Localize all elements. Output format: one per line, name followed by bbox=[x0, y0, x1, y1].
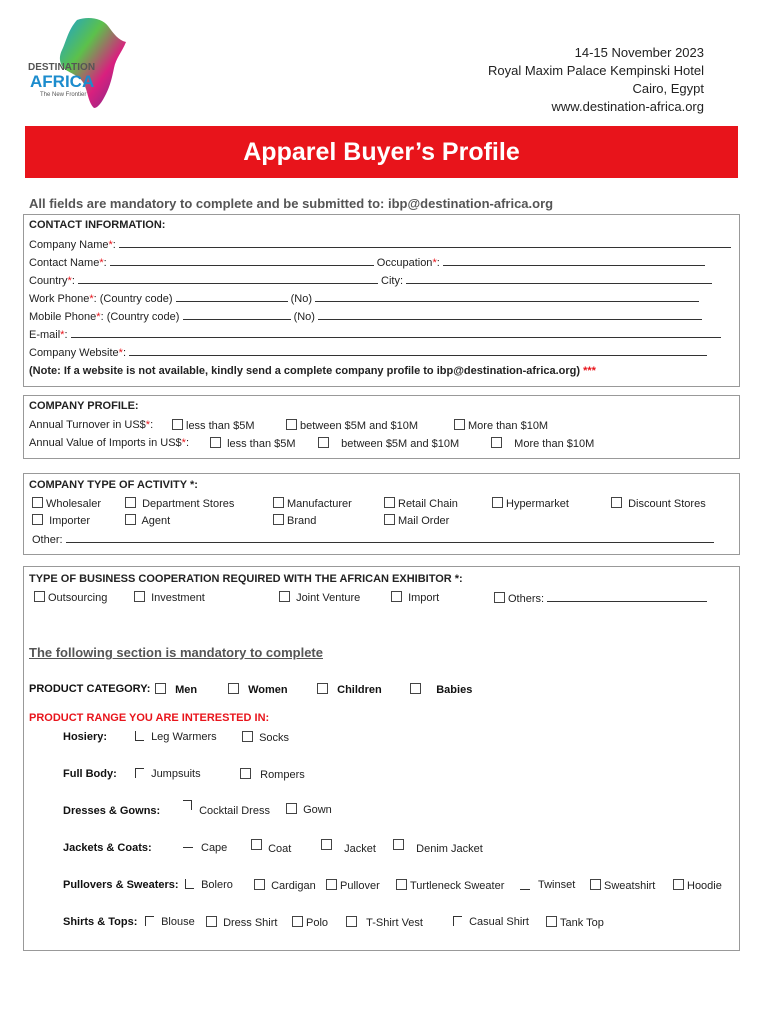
activity-hypermarket[interactable]: Hypermarket bbox=[492, 497, 569, 510]
mobile-phone-row: Mobile Phone*: (Country code) (No) bbox=[29, 309, 702, 323]
turnover-5m-10m[interactable]: between $5M and $10M bbox=[286, 419, 418, 432]
checkbox-icon[interactable] bbox=[520, 889, 530, 890]
website-note: (Note: If a website is not available, kindly send a complete company profile to ibp@destination-africa.org) *** bbox=[29, 365, 596, 377]
checkbox-icon[interactable] bbox=[34, 591, 45, 602]
pullovers-cardigan[interactable]: Cardigan bbox=[254, 879, 316, 892]
email-field[interactable] bbox=[71, 327, 721, 338]
full-body-jumpsuits[interactable]: Jumpsuits bbox=[135, 768, 201, 780]
category-men[interactable]: Men bbox=[155, 683, 197, 696]
coop-investment[interactable]: Investment bbox=[134, 591, 205, 604]
checkbox-icon[interactable] bbox=[494, 592, 505, 603]
checkbox-icon[interactable] bbox=[317, 683, 328, 694]
checkbox-icon[interactable] bbox=[286, 419, 297, 430]
checkbox-icon[interactable] bbox=[254, 879, 265, 890]
pullovers-twinset[interactable]: Twinset bbox=[520, 879, 575, 891]
checkbox-icon[interactable] bbox=[172, 419, 183, 430]
contact-name-label: Contact Name bbox=[29, 257, 100, 269]
checkbox-icon[interactable] bbox=[391, 591, 402, 602]
shirts-polo[interactable]: Polo bbox=[292, 916, 328, 929]
checkbox-icon[interactable] bbox=[273, 514, 284, 525]
mobile-phone-number-field[interactable] bbox=[318, 309, 702, 320]
product-category-label: PRODUCT CATEGORY: bbox=[29, 683, 151, 695]
pullovers-bolero[interactable]: Bolero bbox=[185, 879, 233, 891]
checkbox-icon[interactable] bbox=[492, 497, 503, 508]
imports-5m-10m[interactable]: between $5M and $10M bbox=[318, 437, 459, 450]
hosiery-label: Hosiery: bbox=[63, 731, 108, 743]
imports-label: Annual Value of Imports in US$ bbox=[29, 437, 182, 449]
jackets-coat[interactable]: Coat bbox=[251, 839, 291, 852]
checkbox-icon[interactable] bbox=[242, 731, 253, 742]
dresses-cocktail-dress[interactable]: Cocktail Dress bbox=[183, 800, 270, 812]
activity-section bbox=[23, 473, 740, 555]
category-children[interactable]: Children bbox=[317, 683, 382, 696]
activity-retail-chain[interactable]: Retail Chain bbox=[384, 497, 458, 510]
dresses-gown[interactable]: Gown bbox=[286, 803, 332, 816]
checkbox-icon[interactable] bbox=[134, 591, 145, 602]
company-name-row: Company Name*: bbox=[29, 237, 731, 251]
company-website-field[interactable] bbox=[129, 345, 707, 356]
activity-department-stores[interactable]: Department Stores bbox=[125, 497, 234, 510]
shirts-dress-shirt[interactable]: Dress Shirt bbox=[206, 916, 277, 929]
work-phone-number-field[interactable] bbox=[315, 291, 699, 302]
product-section bbox=[23, 616, 740, 951]
occupation-field[interactable] bbox=[443, 255, 705, 266]
pullovers-label: Pullovers & Sweaters: bbox=[63, 879, 179, 891]
coop-others-field[interactable] bbox=[547, 591, 707, 602]
jackets-denim-jacket[interactable]: Denim Jacket bbox=[393, 839, 483, 852]
checkbox-icon[interactable] bbox=[286, 803, 297, 814]
checkbox-icon[interactable] bbox=[210, 437, 221, 448]
email-row: E-mail*: bbox=[29, 327, 721, 341]
jackets-cape[interactable]: Cape bbox=[183, 842, 227, 854]
work-phone-code-field[interactable] bbox=[176, 291, 288, 302]
imports-label-wrap: Annual Value of Imports in US$*: bbox=[29, 437, 190, 449]
dresses-label: Dresses & Gowns: bbox=[63, 805, 161, 817]
contact-section bbox=[23, 214, 740, 387]
occupation-label: Occupation bbox=[376, 257, 433, 269]
checkbox-icon[interactable] bbox=[384, 514, 395, 525]
imports-more-10m[interactable]: More than $10M bbox=[491, 437, 594, 450]
mandatory-section-note: The following section is mandatory to complete bbox=[29, 645, 323, 660]
contact-name-field[interactable] bbox=[110, 255, 374, 266]
checkbox-icon[interactable] bbox=[673, 879, 684, 890]
mobile-phone-code-field[interactable] bbox=[183, 309, 291, 320]
jackets-label: Jackets & Coats: bbox=[63, 842, 152, 854]
email-label: E-mail bbox=[29, 329, 61, 341]
turnover-less-5m[interactable]: less than $5M bbox=[172, 419, 254, 432]
checkbox-icon[interactable] bbox=[546, 916, 557, 927]
category-babies[interactable]: Babies bbox=[410, 683, 472, 696]
full-body-label: Full Body: bbox=[63, 768, 117, 780]
full-body-rompers[interactable]: Rompers bbox=[240, 768, 305, 781]
coop-others[interactable]: Others: bbox=[494, 591, 707, 605]
checkbox-icon[interactable] bbox=[454, 419, 465, 430]
checkbox-icon[interactable] bbox=[393, 839, 404, 850]
hosiery-leg-warmers[interactable]: Leg Warmers bbox=[135, 731, 217, 743]
shirts-casual-shirt[interactable]: Casual Shirt bbox=[453, 916, 529, 928]
activity-other-label: Other: bbox=[32, 534, 63, 546]
checkbox-icon[interactable] bbox=[228, 683, 239, 694]
checkbox-icon[interactable] bbox=[410, 683, 421, 694]
turnover-label-wrap: Annual Turnover in US$*: bbox=[29, 419, 154, 431]
event-info bbox=[488, 44, 704, 116]
turnover-label: Annual Turnover in US$ bbox=[29, 419, 146, 431]
company-name-field[interactable] bbox=[119, 237, 731, 248]
logo-tagline: The New Frontier bbox=[40, 92, 87, 98]
checkbox-icon[interactable] bbox=[135, 731, 144, 741]
activity-agent[interactable]: Agent bbox=[125, 514, 170, 527]
checkbox-icon[interactable] bbox=[251, 839, 262, 850]
checkbox-icon[interactable] bbox=[185, 879, 194, 889]
checkbox-icon[interactable] bbox=[273, 497, 284, 508]
logo-destination-text: DESTINATION bbox=[28, 62, 96, 73]
shirts-label: Shirts & Tops: bbox=[63, 916, 138, 928]
country-row: Country*: City: bbox=[29, 273, 712, 287]
cooperation-section bbox=[23, 566, 740, 617]
activity-importer[interactable]: Importer bbox=[32, 514, 90, 527]
checkbox-icon[interactable] bbox=[318, 437, 329, 448]
event-website[interactable]: www.destination-africa.org bbox=[551, 99, 704, 114]
activity-wholesaler[interactable]: Wholesaler bbox=[32, 497, 101, 510]
category-women[interactable]: Women bbox=[228, 683, 288, 696]
coop-joint-venture[interactable]: Joint Venture bbox=[279, 591, 360, 604]
checkbox-icon[interactable] bbox=[32, 497, 43, 508]
coop-import[interactable]: Import bbox=[391, 591, 439, 604]
checkbox-icon[interactable] bbox=[240, 768, 251, 779]
pullovers-turtleneck[interactable]: Turtleneck Sweater bbox=[396, 879, 504, 892]
activity-other-field[interactable] bbox=[66, 532, 714, 543]
destination-africa-logo bbox=[22, 12, 132, 112]
checkbox-icon[interactable] bbox=[326, 879, 337, 890]
checkbox-icon[interactable] bbox=[590, 879, 601, 890]
contact-name-row: Contact Name*: Occupation*: bbox=[29, 255, 705, 269]
country-label: Country bbox=[29, 275, 68, 287]
company-website-label: Company Website bbox=[29, 347, 119, 359]
intro-text: All fields are mandatory to complete and be submitted to: ibp@destination-africa.org bbox=[29, 196, 554, 211]
checkbox-icon[interactable] bbox=[611, 497, 622, 508]
company-name-label: Company Name bbox=[29, 239, 109, 251]
cooperation-heading: TYPE OF BUSINESS COOPERATION REQUIRED WITH THE AFRICAN EXHIBITOR *: bbox=[29, 573, 463, 585]
activity-heading: COMPANY TYPE OF ACTIVITY *: bbox=[29, 479, 198, 491]
product-range-heading: PRODUCT RANGE YOU ARE INTERESTED IN: bbox=[29, 712, 270, 724]
activity-brand[interactable]: Brand bbox=[273, 514, 316, 527]
country-field[interactable] bbox=[78, 273, 378, 284]
activity-discount-stores[interactable]: Discount Stores bbox=[611, 497, 706, 510]
pullovers-sweatshirt[interactable]: Sweatshirt bbox=[590, 879, 655, 892]
activity-manufacturer[interactable]: Manufacturer bbox=[273, 497, 352, 510]
company-profile-heading: COMPANY PROFILE: bbox=[29, 400, 139, 412]
checkbox-icon[interactable] bbox=[453, 916, 462, 926]
checkbox-icon[interactable] bbox=[183, 847, 193, 848]
pullovers-pullover[interactable]: Pullover bbox=[326, 879, 380, 892]
checkbox-icon[interactable] bbox=[206, 916, 217, 927]
jackets-jacket[interactable]: Jacket bbox=[321, 839, 376, 852]
city-label: City: bbox=[381, 275, 403, 287]
checkbox-icon[interactable] bbox=[32, 514, 43, 525]
activity-mail-order[interactable]: Mail Order bbox=[384, 514, 449, 527]
imports-less-5m[interactable]: less than $5M bbox=[210, 437, 296, 450]
event-venue: Royal Maxim Palace Kempinski Hotel bbox=[487, 63, 704, 78]
turnover-more-10m[interactable]: More than $10M bbox=[454, 419, 548, 432]
checkbox-icon[interactable] bbox=[155, 683, 166, 694]
event-dates: 14-15 November 2023 bbox=[574, 45, 704, 60]
checkbox-icon[interactable] bbox=[384, 497, 395, 508]
checkbox-icon[interactable] bbox=[145, 916, 154, 926]
checkbox-icon[interactable] bbox=[125, 497, 136, 508]
shirts-blouse[interactable]: Blouse bbox=[145, 916, 195, 928]
checkbox-icon[interactable] bbox=[135, 768, 144, 778]
checkbox-icon[interactable] bbox=[125, 514, 136, 525]
contact-heading: CONTACT INFORMATION: bbox=[29, 219, 166, 231]
city-field[interactable] bbox=[406, 273, 712, 284]
mobile-phone-label: Mobile Phone bbox=[29, 311, 97, 323]
pullovers-hoodie[interactable]: Hoodie bbox=[673, 879, 722, 892]
event-city: Cairo, Egypt bbox=[632, 81, 704, 96]
hosiery-socks[interactable]: Socks bbox=[242, 731, 289, 744]
work-phone-label: Work Phone bbox=[29, 293, 90, 305]
checkbox-icon[interactable] bbox=[346, 916, 357, 927]
company-website-row: Company Website*: bbox=[29, 345, 707, 359]
checkbox-icon[interactable] bbox=[321, 839, 332, 850]
shirts-tshirt-vest[interactable]: T-Shirt Vest bbox=[346, 916, 423, 929]
checkbox-icon[interactable] bbox=[279, 591, 290, 602]
checkbox-icon[interactable] bbox=[396, 879, 407, 890]
company-profile-section bbox=[23, 395, 740, 459]
activity-other-row bbox=[32, 532, 714, 546]
coop-outsourcing[interactable]: Outsourcing bbox=[34, 591, 107, 604]
work-phone-row: Work Phone*: (Country code) (No) bbox=[29, 291, 699, 305]
checkbox-icon[interactable] bbox=[292, 916, 303, 927]
checkbox-icon[interactable] bbox=[491, 437, 502, 448]
checkbox-icon[interactable] bbox=[183, 800, 192, 810]
logo-africa-text: AFRICA bbox=[30, 72, 95, 91]
page-title: Apparel Buyer’s Profile bbox=[25, 126, 738, 178]
shirts-tank-top[interactable]: Tank Top bbox=[546, 916, 604, 929]
